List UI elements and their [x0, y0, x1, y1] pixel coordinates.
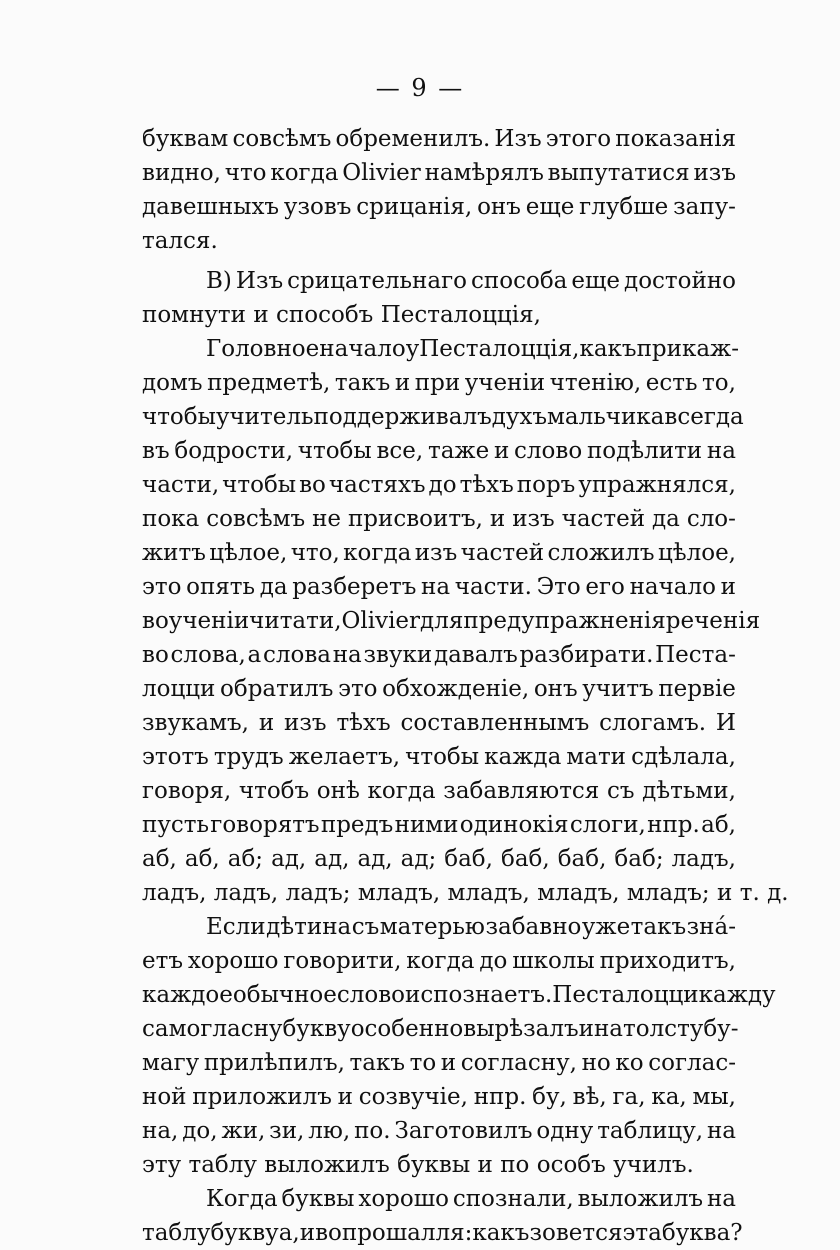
- word: какъ: [579, 336, 637, 362]
- word: согласну,: [460, 1050, 577, 1076]
- word: эта: [622, 1220, 662, 1246]
- word: таблу: [188, 1152, 257, 1178]
- word: слово: [514, 438, 583, 464]
- page-number: — 9 —: [375, 74, 465, 102]
- word: такъ: [334, 370, 391, 396]
- word: эту: [142, 1152, 182, 1178]
- paragraph-start-line: [142, 1182, 736, 1216]
- word: цѣлое,: [657, 540, 736, 566]
- word: и: [717, 880, 733, 906]
- word: давешныхъ: [142, 194, 280, 220]
- word: бу,: [532, 1084, 567, 1110]
- word: аб,: [142, 846, 177, 872]
- word: Песта-: [655, 642, 736, 668]
- word: Песталоцція,: [380, 302, 541, 328]
- word: пусть: [142, 812, 209, 838]
- word: онъ: [533, 676, 578, 702]
- word: буквам: [142, 126, 229, 152]
- word: до: [428, 472, 457, 498]
- word: и: [720, 574, 736, 600]
- word: на: [593, 1016, 623, 1042]
- word: когда: [343, 540, 412, 566]
- word: Если: [206, 914, 266, 940]
- word: и: [337, 1084, 353, 1110]
- word: изъ: [414, 540, 458, 566]
- word: это: [142, 574, 182, 600]
- word: и: [299, 1220, 316, 1246]
- word: толсту: [623, 1016, 704, 1042]
- word: баб;: [614, 846, 664, 872]
- word: ними: [394, 812, 459, 838]
- word: вопрошалля:: [315, 1220, 473, 1246]
- word: и: [493, 438, 510, 464]
- word: ной: [142, 1084, 187, 1110]
- word: таже: [427, 438, 490, 464]
- word: обычное: [232, 982, 337, 1008]
- word: таблицу,: [597, 1118, 704, 1144]
- word: соглас-: [648, 1050, 736, 1076]
- word: еще: [571, 268, 621, 294]
- word: достойно: [624, 268, 736, 294]
- word: обременилъ.: [335, 126, 491, 152]
- text-line: [142, 298, 736, 332]
- word: и: [578, 1016, 594, 1042]
- word: онъ: [477, 194, 521, 220]
- word: выпутатися: [547, 160, 690, 186]
- word: запу-: [673, 194, 736, 220]
- word: Заготовилъ: [394, 1118, 533, 1144]
- word: совсѣмъ: [232, 126, 332, 152]
- word: подѣлити: [586, 438, 703, 464]
- word: И: [715, 710, 736, 736]
- word: мальчика: [547, 404, 665, 430]
- text-line: [142, 876, 789, 910]
- word: то,: [702, 370, 736, 396]
- text-line: [142, 434, 736, 468]
- word: чтенію,: [549, 370, 642, 396]
- word: слогамъ.: [599, 710, 707, 736]
- word: особенно: [350, 1016, 464, 1042]
- word: училъ.: [613, 1152, 694, 1178]
- word: для: [420, 608, 464, 634]
- word: поддерживалъ: [313, 404, 492, 430]
- text-line: [142, 570, 736, 604]
- word: части.: [454, 574, 532, 600]
- word: Изъ: [494, 126, 542, 152]
- word: Когда: [206, 1186, 278, 1212]
- word: способа: [471, 268, 568, 294]
- word: жи,: [221, 1118, 266, 1144]
- word: при: [414, 370, 461, 396]
- text-line: [142, 122, 736, 156]
- text-line: [142, 944, 736, 978]
- word: во: [142, 642, 169, 668]
- word: совсѣмъ: [206, 506, 306, 532]
- word: на: [332, 642, 362, 668]
- word: предметѣ,: [207, 370, 331, 396]
- word: у: [405, 336, 420, 362]
- text-line: [142, 502, 736, 536]
- text-line: [142, 1114, 736, 1148]
- word: и: [489, 506, 506, 532]
- word: лю,: [308, 1118, 351, 1144]
- text-line: [142, 536, 736, 570]
- word: Изъ: [235, 268, 284, 294]
- word: и: [253, 302, 269, 328]
- word: тался.: [142, 228, 218, 254]
- word: д.: [767, 880, 789, 906]
- word: то: [409, 1050, 437, 1076]
- word: зовется: [529, 1220, 623, 1246]
- word: до,: [182, 1118, 218, 1144]
- word: такъ: [349, 1050, 405, 1076]
- word: лоцци: [142, 676, 216, 702]
- word: на: [421, 574, 451, 600]
- word: говорятъ: [210, 812, 320, 838]
- word: баб,: [444, 846, 493, 872]
- word: аб,: [701, 812, 736, 838]
- word: сдѣлала,: [631, 744, 736, 770]
- word: на: [706, 1118, 736, 1144]
- word: чтобы: [405, 744, 480, 770]
- paragraph-start-line: [142, 332, 739, 366]
- text-line: [142, 1148, 736, 1182]
- word: чтобъ: [238, 778, 310, 804]
- word: его: [585, 574, 625, 600]
- word: ад,: [357, 846, 393, 872]
- text-line: [142, 366, 736, 400]
- word: во: [299, 472, 326, 498]
- word: опять: [186, 574, 256, 600]
- word: звуки: [363, 642, 433, 668]
- word: баб,: [500, 846, 550, 872]
- word: созвучіе,: [358, 1084, 468, 1110]
- word: ученіи: [464, 370, 546, 396]
- word: мати: [566, 744, 626, 770]
- word: изъ: [693, 160, 736, 186]
- text-line: [142, 1080, 736, 1114]
- word: тѣхъ: [459, 472, 514, 498]
- word: на: [706, 1186, 736, 1212]
- word: букву: [282, 1016, 351, 1042]
- word: обратилъ: [220, 676, 334, 702]
- word: и: [394, 370, 411, 396]
- text-line: [142, 706, 736, 740]
- word: читати,: [249, 608, 342, 634]
- word: какъ: [472, 1220, 530, 1246]
- word: младъ;: [626, 880, 710, 906]
- word: приходитъ,: [599, 948, 736, 974]
- word: Olivier: [341, 608, 421, 634]
- word: начало: [319, 336, 406, 362]
- word: чтобы: [142, 404, 216, 430]
- word: кажда: [484, 744, 562, 770]
- word: составленнымъ: [400, 710, 590, 736]
- text-line: [142, 190, 736, 224]
- word: ладъ,: [213, 880, 279, 906]
- text-line: [142, 1046, 736, 1080]
- word: всегда: [664, 404, 744, 430]
- word: первіе: [658, 676, 736, 702]
- word: слово: [336, 982, 406, 1008]
- word: хорошо: [187, 948, 279, 974]
- word: давалъ: [433, 642, 518, 668]
- word: одну: [536, 1118, 594, 1144]
- word: части,: [142, 472, 220, 498]
- word: на: [706, 438, 736, 464]
- word: съ: [606, 778, 635, 804]
- word: цѣлое,: [209, 540, 288, 566]
- word: бу-: [703, 1016, 739, 1042]
- word: т.: [739, 880, 760, 906]
- word: ученіи: [168, 608, 250, 634]
- word: до: [479, 948, 508, 974]
- word: приложилъ: [192, 1084, 332, 1110]
- word: что,: [290, 540, 340, 566]
- word: и: [477, 1152, 493, 1178]
- word: реченія: [665, 608, 761, 634]
- word: это: [338, 676, 378, 702]
- word: а,: [278, 1220, 300, 1246]
- word: говорити,: [283, 948, 402, 974]
- word: чтобы: [222, 472, 297, 498]
- word: ад,: [271, 846, 307, 872]
- text-line: [142, 468, 736, 502]
- word: Olivier: [342, 160, 421, 186]
- word: ладъ,: [671, 846, 736, 872]
- word: га,: [612, 1084, 646, 1110]
- word: буквы: [397, 1152, 471, 1178]
- word: есть: [645, 370, 698, 396]
- text-line: [142, 400, 744, 434]
- word: частяхъ: [328, 472, 426, 498]
- word: предупражненія: [463, 608, 666, 634]
- word: при: [636, 336, 682, 362]
- word: ладъ;: [285, 880, 351, 906]
- word: слова: [262, 642, 331, 668]
- word: вырѣзалъ: [463, 1016, 579, 1042]
- word: поръ: [516, 472, 576, 498]
- text-line: [142, 604, 761, 638]
- paragraph-start-line: [142, 264, 736, 298]
- word: зи,: [269, 1118, 305, 1144]
- word: аб;: [227, 846, 264, 872]
- word: сложилъ: [547, 540, 655, 566]
- text-line: [142, 224, 736, 258]
- word: буква?: [661, 1220, 743, 1246]
- word: онѣ: [316, 778, 360, 804]
- paragraph-start-line: [142, 910, 736, 944]
- word: такъ: [630, 914, 687, 940]
- word: на,: [142, 1118, 179, 1144]
- word: Это: [536, 574, 581, 600]
- word: младъ,: [447, 880, 530, 906]
- word: ад,: [314, 846, 350, 872]
- word: когда: [367, 778, 436, 804]
- word: звукамъ,: [142, 710, 249, 736]
- word: и: [258, 710, 275, 736]
- word: самогласну: [142, 1016, 283, 1042]
- text-line: [142, 740, 736, 774]
- word: зна́-: [686, 914, 736, 940]
- word: житъ: [142, 540, 206, 566]
- word: хорошо: [358, 1186, 449, 1212]
- word: духъ: [491, 404, 548, 430]
- word: особъ: [536, 1152, 606, 1178]
- word: сло-: [686, 506, 736, 532]
- word: нпр.: [473, 1084, 527, 1110]
- word: говоря,: [142, 778, 232, 804]
- word: намѣрялъ: [424, 160, 544, 186]
- word: прилѣпилъ,: [203, 1050, 345, 1076]
- word: изъ: [284, 710, 327, 736]
- word: срицанія,: [356, 194, 473, 220]
- word: въ: [142, 438, 170, 464]
- word: этого: [545, 126, 612, 152]
- word: испознаетъ.: [405, 982, 553, 1008]
- text-line: [142, 808, 736, 842]
- word: частей: [460, 540, 545, 566]
- word: не: [312, 506, 342, 532]
- text-line: [142, 156, 736, 190]
- word: младъ,: [537, 880, 620, 906]
- word: школы: [512, 948, 595, 974]
- word: этотъ: [142, 744, 209, 770]
- word: слоги,: [569, 812, 646, 838]
- word: когда: [406, 948, 475, 974]
- word: аб,: [184, 846, 220, 872]
- word: пока: [142, 506, 200, 532]
- word: Песталоцція,: [419, 336, 580, 362]
- word: упражнялся,: [578, 472, 736, 498]
- word: срицательнаго: [287, 268, 468, 294]
- word: нпр.: [647, 812, 700, 838]
- word: забавляются: [443, 778, 600, 804]
- word: каж-: [681, 336, 739, 362]
- word: еще: [525, 194, 575, 220]
- word: баб,: [557, 846, 607, 872]
- text-line: [142, 638, 736, 672]
- word: етъ: [142, 948, 183, 974]
- word: Песталоцци: [552, 982, 699, 1008]
- word: по.: [354, 1118, 391, 1144]
- word: ко: [615, 1050, 644, 1076]
- word: ад;: [400, 846, 437, 872]
- word: видно,: [142, 160, 221, 186]
- word: все,: [376, 438, 424, 464]
- word: тѣхъ: [336, 710, 391, 736]
- word: начало: [629, 574, 716, 600]
- word: учитъ: [582, 676, 654, 702]
- word: когда: [270, 160, 339, 186]
- word: вѣ,: [572, 1084, 607, 1110]
- word: Головное: [206, 336, 320, 362]
- word: таблу: [142, 1220, 211, 1246]
- word: ладъ,: [142, 880, 207, 906]
- word: слова,: [170, 642, 246, 668]
- word: а: [247, 642, 262, 668]
- word: съ: [351, 914, 380, 940]
- word: частей: [561, 506, 646, 532]
- word: да: [259, 574, 288, 600]
- text-line: [142, 978, 776, 1012]
- word: обхожденіе,: [382, 676, 530, 702]
- word: букву: [210, 1220, 279, 1246]
- word: разберетъ: [292, 574, 417, 600]
- word: показанія: [615, 126, 736, 152]
- word: изъ: [512, 506, 555, 532]
- word: и: [440, 1050, 457, 1076]
- text-line: [142, 672, 736, 706]
- word: учитель: [215, 404, 314, 430]
- word: магу: [142, 1050, 200, 1076]
- word: способъ: [276, 302, 374, 328]
- word: каждое: [142, 982, 233, 1008]
- word: дѣтина: [266, 914, 352, 940]
- word: уже: [581, 914, 631, 940]
- word: присвоитъ,: [347, 506, 483, 532]
- word: но: [581, 1050, 611, 1076]
- word: во: [142, 608, 169, 634]
- text-line: [142, 1012, 739, 1046]
- text-line: [142, 774, 736, 808]
- body-text: [142, 122, 789, 1250]
- word: мы,: [692, 1084, 736, 1110]
- word: кажду: [698, 982, 776, 1008]
- word: одинокія: [459, 812, 569, 838]
- word: по: [500, 1152, 530, 1178]
- word: выложилъ: [264, 1152, 390, 1178]
- word: разбирати.: [519, 642, 654, 668]
- word: младъ,: [357, 880, 441, 906]
- word: матерью: [379, 914, 485, 940]
- word: желаетъ,: [288, 744, 401, 770]
- word: помнути: [142, 302, 246, 328]
- word: дѣтьми,: [642, 778, 736, 804]
- word: бодрости,: [174, 438, 294, 464]
- word: выложилъ: [577, 1186, 704, 1212]
- word: узовъ: [283, 194, 352, 220]
- word: спознали,: [452, 1186, 574, 1212]
- word: глубше: [579, 194, 669, 220]
- word: трудъ: [213, 744, 284, 770]
- word: забавно: [485, 914, 582, 940]
- word: что: [224, 160, 267, 186]
- word: предъ: [320, 812, 394, 838]
- word: домъ: [142, 370, 203, 396]
- word: чтобы: [297, 438, 372, 464]
- word: буквы: [281, 1186, 355, 1212]
- text-line: [142, 1216, 743, 1250]
- word: да: [652, 506, 680, 532]
- text-line: [142, 842, 736, 876]
- word: В): [206, 268, 232, 294]
- word: ка,: [651, 1084, 687, 1110]
